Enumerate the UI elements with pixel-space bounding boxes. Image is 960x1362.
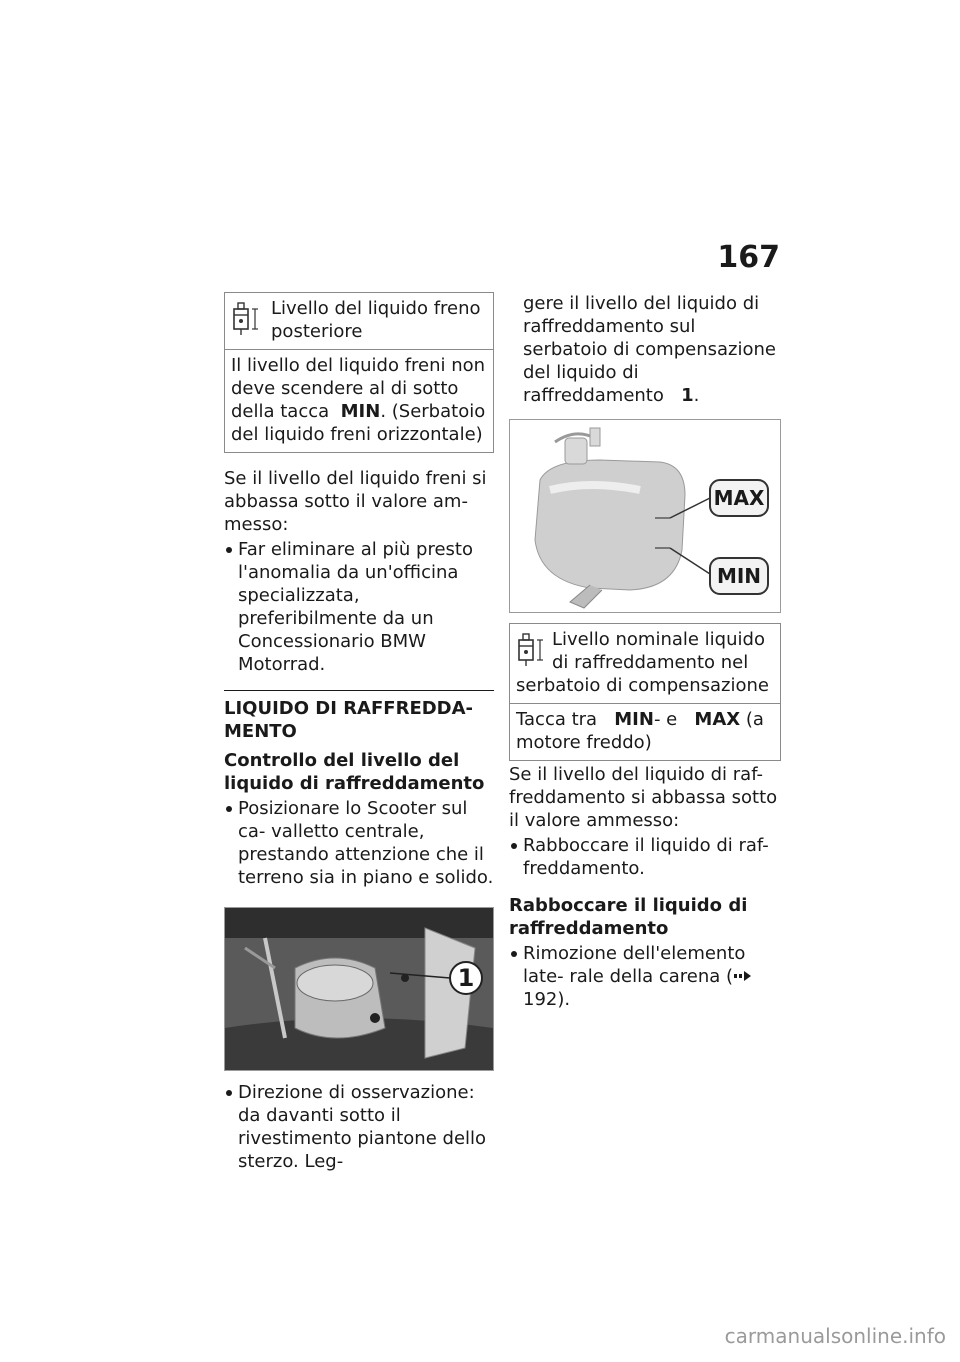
sub-title: Controllo del livello del liquido di raffreddamento — [224, 750, 485, 794]
tank-level-icon — [516, 628, 546, 670]
spec-body — [225, 350, 493, 452]
spec-heading-text: Livello del liquido freno posteriore — [271, 298, 481, 342]
left-column — [224, 292, 494, 1187]
list-item-text: Rimozione dell'elemento late- rale della carena ( — [523, 943, 746, 987]
spec-body-mid: - e — [653, 709, 678, 730]
bullet-list — [224, 1081, 494, 1173]
callout-number: 1 — [457, 964, 475, 992]
list-item — [509, 942, 781, 1011]
paragraph: Se il livello del liquido di raf- freddamento si abbassa sotto il valore ammesso: — [509, 764, 778, 831]
list-item: Far eliminare al più presto l'anomalia da un'officina specializzata, preferibilmente da un Concessionario BMW Motorrad. — [224, 538, 494, 676]
list-item: Rabboccare il liquido di raf- freddamento. — [509, 834, 781, 880]
spec-heading-text: Livello nominale liquido di raffreddamento nel serbatoio di compensazione — [516, 629, 769, 696]
page-reference-arrow-icon — [733, 969, 753, 983]
spec-heading — [510, 624, 780, 704]
bullet-list — [509, 834, 781, 880]
page-number: 167 — [717, 240, 780, 275]
coolant-spec-box — [509, 623, 781, 761]
spec-max-label: MAX — [694, 709, 741, 730]
bullet-list — [509, 942, 781, 1011]
min-mark-label: MIN — [716, 564, 762, 588]
spec-body-suffix: (a motore freddo) — [516, 709, 764, 753]
spec-body-text: Tacca tra — [516, 709, 598, 730]
list-item-continuation — [509, 292, 781, 407]
continuation-end: . — [693, 385, 700, 406]
spec-min-label: MIN — [340, 401, 381, 422]
spec-min-label: MIN — [614, 709, 654, 730]
coolant-tank-figure — [509, 419, 781, 613]
bullet-list — [224, 538, 494, 676]
section-title: LIQUIDO DI RAFFREDDA- MENTO — [224, 690, 494, 743]
continuation-text: gere il livello del liquido di raffreddamento sul serbatoio di compensazione del liquido di raffreddamento — [523, 293, 776, 406]
sub-title: Rabboccare il liquido di raffreddamento — [509, 895, 748, 939]
paragraph: Se il livello del liquido freni si abbassa sotto il valore am- messo: — [224, 468, 487, 535]
list-item: Posizionare lo Scooter sul ca- valletto centrale, prestando attenzione che il terreno sia in piano e solido. — [224, 797, 494, 889]
right-column — [509, 292, 781, 1025]
list-item: Direzione di osservazione: da davanti sotto il rivestimento piantone dello sterzo. Leg- — [224, 1081, 494, 1173]
brake-fluid-spec-box — [224, 292, 494, 453]
page-reference: 192). — [523, 989, 571, 1010]
engine-bay-illustration — [225, 908, 493, 1070]
watermark: carmanualsonline.info — [724, 1324, 946, 1348]
spec-body-suffix: . (Serbatoio del liquido freni orizzontale) — [231, 401, 486, 445]
spec-body — [510, 704, 780, 760]
spec-heading — [225, 293, 493, 350]
callout-reference: 1 — [681, 385, 694, 406]
max-mark-label: MAX — [713, 486, 765, 510]
spec-body-text: Il livello del liquido freni non deve scendere al di sotto della tacca — [231, 355, 486, 422]
bullet-list — [509, 292, 781, 407]
tank-level-icon — [231, 297, 261, 339]
engine-bay-figure — [224, 907, 494, 1071]
bullet-list — [224, 797, 494, 889]
